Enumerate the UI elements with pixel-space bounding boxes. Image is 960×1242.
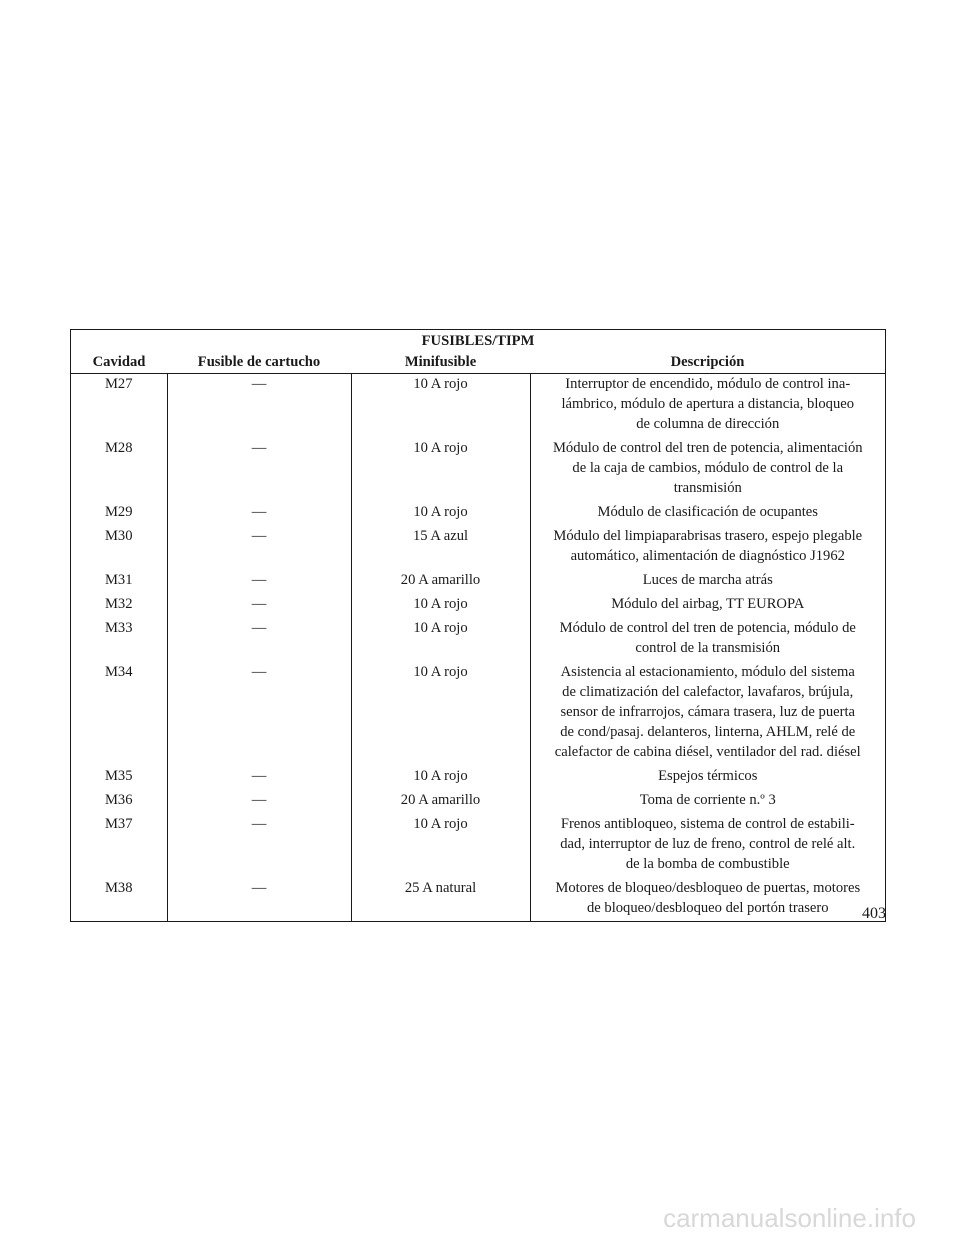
- cell-cartridge-fuse: —: [167, 502, 351, 526]
- table-row: [71, 766, 886, 790]
- cell-cartridge-fuse: —: [167, 438, 351, 502]
- cell-cavity: M32: [71, 594, 168, 618]
- cell-cartridge-fuse: —: [167, 618, 351, 662]
- cell-cavity: M33: [71, 618, 168, 662]
- cell-description: Módulo de clasificación de ocupantes: [530, 502, 886, 526]
- cell-description: Asistencia al estacionamiento, módulo del sistema de climatización del calefactor, lavafaros, brújula, sensor de infrarrojos, cámara trasera, luz de puerta de cond/pasaj. delanteros, linterna, AHLM, relé de calefactor de cabina diésel, ventilador del rad. diésel: [530, 662, 886, 766]
- cell-minifuse: 10 A rojo: [351, 438, 530, 502]
- header-cartridge-fuse: Fusible de cartucho: [167, 352, 351, 374]
- cell-description: Módulo de control del tren de potencia, módulo de control de la transmisión: [530, 618, 886, 662]
- cell-description: Interruptor de encendido, módulo de control ina- lámbrico, módulo de apertura a distancia, bloqueo de columna de dirección: [530, 374, 886, 439]
- watermark: carmanualsonline.info: [663, 1203, 916, 1233]
- cell-cavity: M36: [71, 790, 168, 814]
- cell-cartridge-fuse: —: [167, 526, 351, 570]
- cell-cavity: M34: [71, 662, 168, 766]
- cell-cavity: M35: [71, 766, 168, 790]
- table-row: [71, 438, 886, 502]
- table-row: [71, 878, 886, 922]
- header-description: Descripción: [530, 352, 886, 374]
- caption-row: [71, 330, 886, 353]
- table-row: [71, 594, 886, 618]
- cell-cartridge-fuse: —: [167, 790, 351, 814]
- cell-cartridge-fuse: —: [167, 374, 351, 439]
- table-row: [71, 662, 886, 766]
- header-cavity: Cavidad: [71, 352, 168, 374]
- cell-minifuse: 25 A natural: [351, 878, 530, 922]
- cell-minifuse: 10 A rojo: [351, 662, 530, 766]
- cell-cavity: M27: [71, 374, 168, 439]
- header-minifuse: Minifusible: [351, 352, 530, 374]
- cell-description: Módulo de control del tren de potencia, alimentación de la caja de cambios, módulo de control de la transmisión: [530, 438, 886, 502]
- table-body: [71, 374, 886, 922]
- cell-cavity: M38: [71, 878, 168, 922]
- cell-cartridge-fuse: —: [167, 766, 351, 790]
- cell-description: Luces de marcha atrás: [530, 570, 886, 594]
- cell-cavity: M37: [71, 814, 168, 878]
- cell-minifuse: 10 A rojo: [351, 766, 530, 790]
- table-caption: FUSIBLES/TIPM: [71, 330, 886, 353]
- table-row: [71, 526, 886, 570]
- table-row: [71, 618, 886, 662]
- cell-description: Módulo del limpiaparabrisas trasero, espejo plegable automático, alimentación de diagnóstico J1962: [530, 526, 886, 570]
- table-head: [71, 330, 886, 374]
- cell-cartridge-fuse: —: [167, 570, 351, 594]
- cell-cartridge-fuse: —: [167, 878, 351, 922]
- cell-description: Módulo del airbag, TT EUROPA: [530, 594, 886, 618]
- cell-minifuse: 20 A amarillo: [351, 790, 530, 814]
- cell-minifuse: 20 A amarillo: [351, 570, 530, 594]
- cell-minifuse: 10 A rojo: [351, 814, 530, 878]
- table-row: [71, 814, 886, 878]
- cell-cavity: M30: [71, 526, 168, 570]
- cell-cartridge-fuse: —: [167, 594, 351, 618]
- cell-description: Toma de corriente n.º 3: [530, 790, 886, 814]
- cell-cartridge-fuse: —: [167, 662, 351, 766]
- cell-minifuse: 10 A rojo: [351, 502, 530, 526]
- header-row: [71, 352, 886, 374]
- cell-description: Espejos térmicos: [530, 766, 886, 790]
- cell-minifuse: 10 A rojo: [351, 374, 530, 439]
- cell-cavity: M29: [71, 502, 168, 526]
- cell-description: Motores de bloqueo/desbloqueo de puertas, motores de bloqueo/desbloqueo del portón trasero: [530, 878, 886, 922]
- cell-minifuse: 10 A rojo: [351, 618, 530, 662]
- page-number: 403: [862, 905, 886, 922]
- cell-cartridge-fuse: —: [167, 814, 351, 878]
- fuse-table: [70, 329, 886, 922]
- table-row: [71, 374, 886, 439]
- table-row: [71, 570, 886, 594]
- cell-cavity: M28: [71, 438, 168, 502]
- cell-minifuse: 10 A rojo: [351, 594, 530, 618]
- table-row: [71, 790, 886, 814]
- cell-minifuse: 15 A azul: [351, 526, 530, 570]
- cell-cavity: M31: [71, 570, 168, 594]
- cell-description: Frenos antibloqueo, sistema de control de estabili- dad, interruptor de luz de freno, control de relé alt. de la bomba de combustible: [530, 814, 886, 878]
- table-row: [71, 502, 886, 526]
